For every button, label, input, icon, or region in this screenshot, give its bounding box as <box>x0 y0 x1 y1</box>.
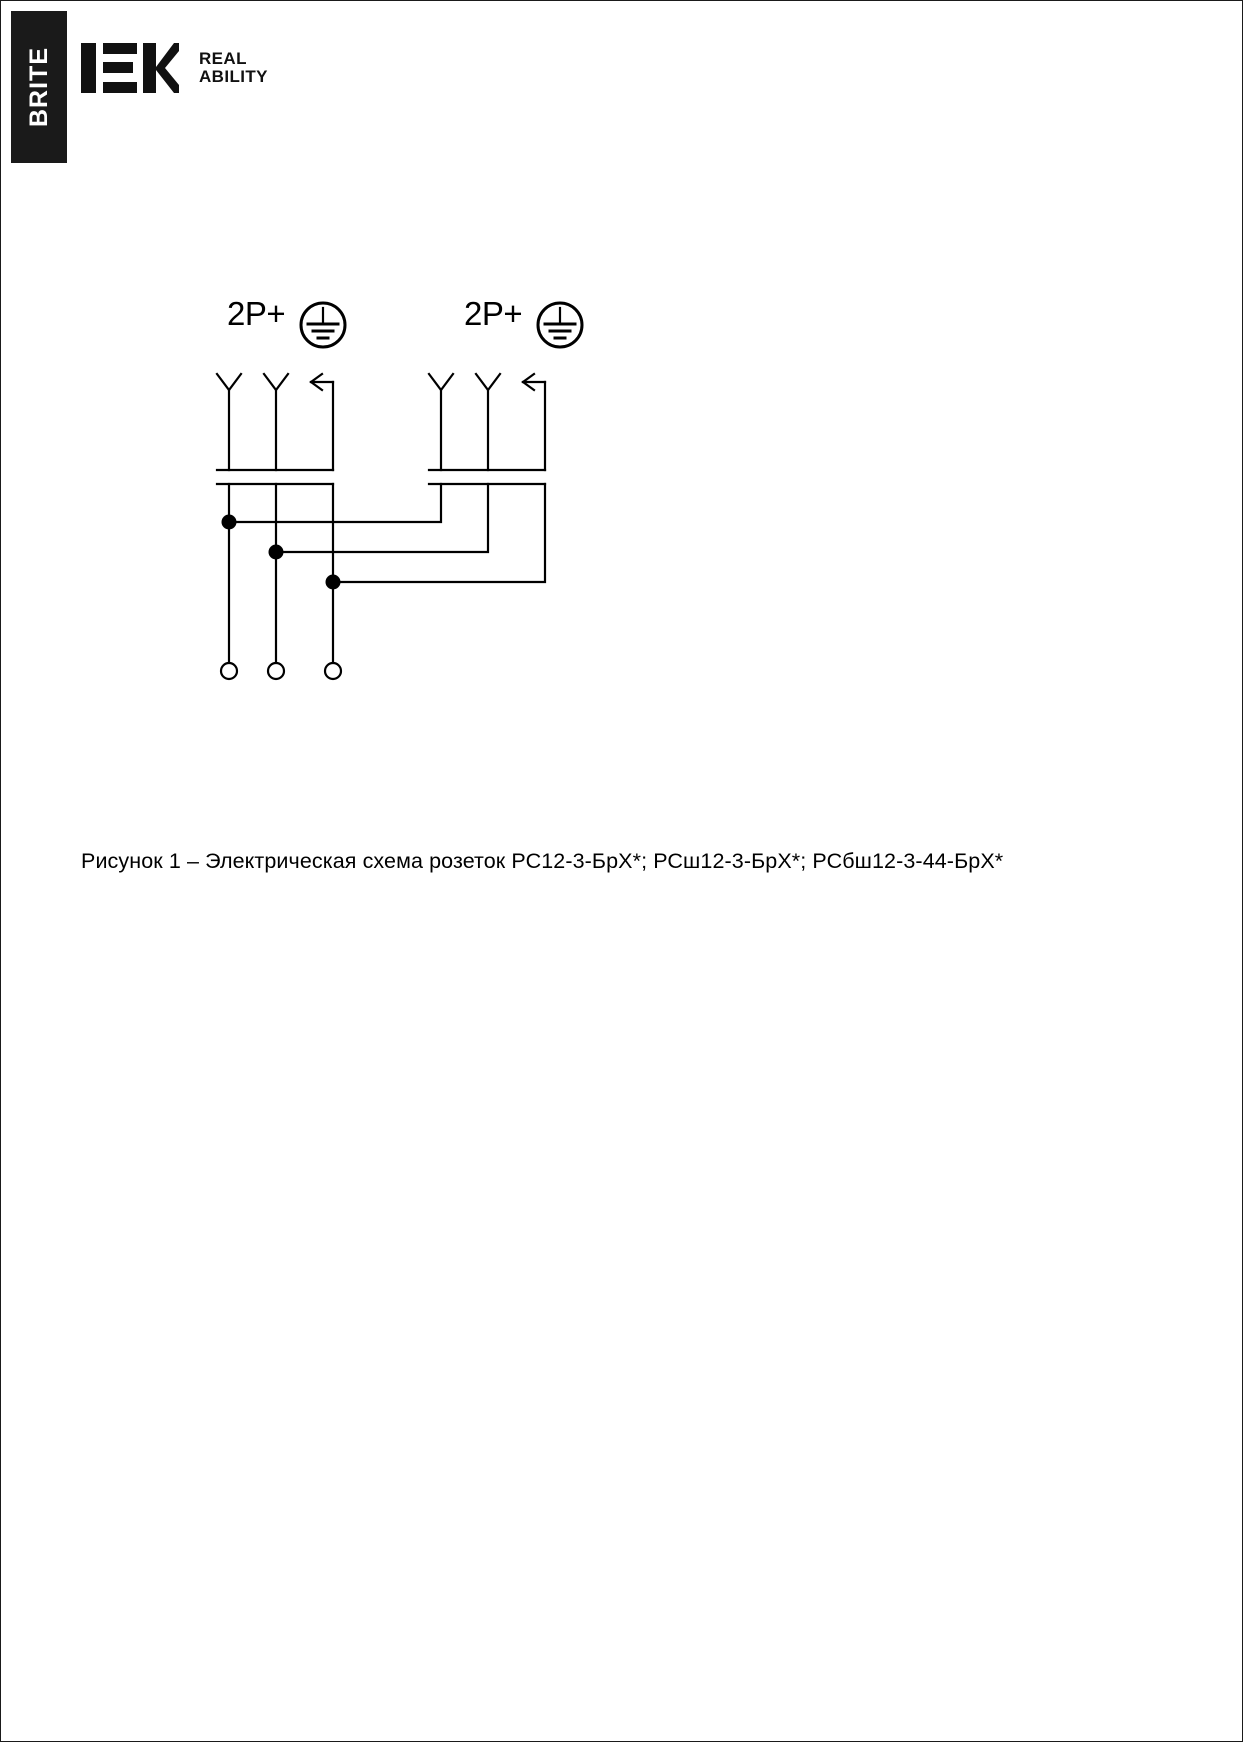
figure-caption: Рисунок 1 – Электрическая схема розеток РС12-3-БрХ*; РСш12-3-БрХ*; РСбш12-3-44-БрХ* <box>81 849 1004 873</box>
earth-ground-symbol-right <box>538 303 582 347</box>
bus-line-pe <box>333 484 545 582</box>
brand-tab-label: BRITE <box>25 47 53 127</box>
terminal-n <box>268 663 284 679</box>
junction-node-pe <box>326 575 341 590</box>
brand-tab <box>11 11 67 163</box>
wiring-diagram <box>151 256 671 686</box>
right-socket-contacts <box>429 374 545 470</box>
logo-tagline <box>199 50 268 87</box>
earth-ground-symbol-left <box>301 303 345 347</box>
socket-label-right: 2P+ <box>464 295 523 332</box>
left-socket-body <box>217 470 333 484</box>
junction-node-n <box>269 545 284 560</box>
left-socket-contacts <box>217 374 333 470</box>
terminal-l <box>221 663 237 679</box>
junction-node-l <box>222 515 237 530</box>
logo-tagline-line2: ABILITY <box>199 67 268 86</box>
socket-label-left: 2P+ <box>227 295 286 332</box>
right-socket-body <box>429 470 545 484</box>
bus-line-n <box>276 484 488 552</box>
bus-line-l <box>229 484 441 522</box>
iek-logo-icon <box>81 37 179 99</box>
logo-tagline-line1: REAL <box>199 48 247 68</box>
logo <box>81 37 268 99</box>
terminal-pe <box>325 663 341 679</box>
terminal-points <box>221 663 341 679</box>
